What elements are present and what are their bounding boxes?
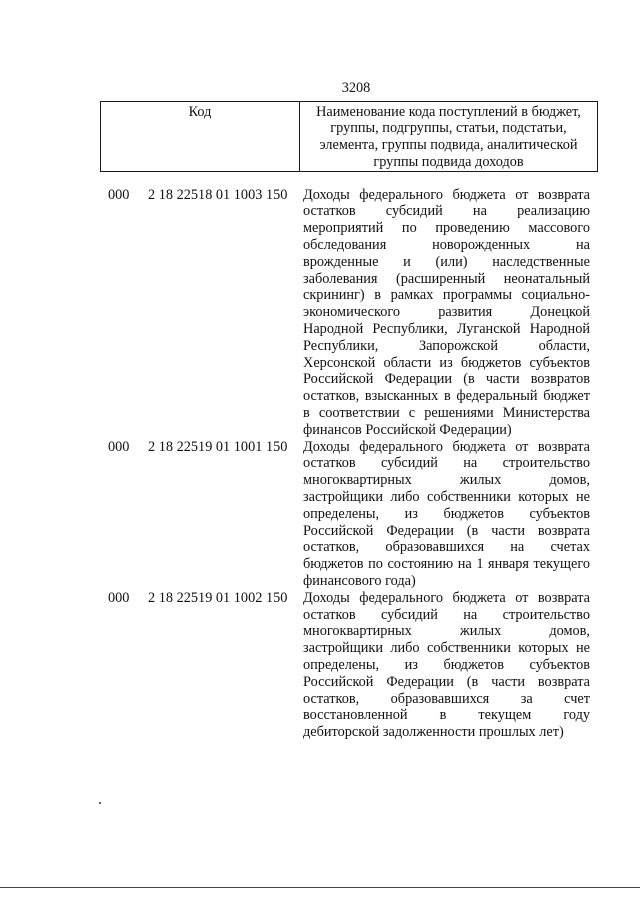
table-row — [0, 590, 640, 741]
header-name-cell — [300, 102, 597, 171]
income-name-line: врожденные и (или) наследственные — [303, 253, 590, 270]
income-name — [303, 187, 590, 439]
income-name-line: остатков, образовавшихся на счетах — [303, 539, 590, 556]
income-name-line: остатков субсидий на строительство — [303, 455, 590, 472]
income-name — [303, 439, 590, 590]
income-name-line: многоквартирных жилых домов, — [303, 472, 590, 489]
income-name-line: Доходы федерального бюджета от возврата — [303, 589, 590, 606]
income-name-line: Российской Федерации (в части возврата — [303, 673, 590, 690]
income-name-line: экономического развития Донецкой — [303, 304, 590, 321]
income-name-line: многоквартирных жилых домов, — [303, 623, 590, 640]
stray-dot — [99, 802, 101, 804]
income-name-line: в соответствии с решениями Министерства — [303, 404, 590, 421]
table-row — [0, 439, 640, 590]
income-name-line: восстановленной в текущем году — [303, 707, 590, 724]
table-body — [0, 187, 640, 741]
income-name-line: обследования новорожденных на — [303, 236, 590, 253]
admin-code: 000 — [108, 438, 130, 455]
income-name-line: остатков, образовавшихся за счет — [303, 690, 590, 707]
income-name-line: определены, из бюджетов субъектов — [303, 505, 590, 522]
income-code: 2 18 22519 01 1002 150 — [148, 589, 288, 606]
income-name-line: Доходы федерального бюджета от возврата — [303, 438, 590, 455]
income-name-line: застройщики либо собственники которых не — [303, 488, 590, 505]
income-name-line: финансового года) — [303, 572, 416, 589]
table-row — [0, 187, 640, 439]
income-name-line: финансов Российской Федерации) — [303, 421, 512, 438]
admin-code: 000 — [108, 589, 130, 606]
page-number: 3208 — [341, 80, 371, 96]
income-name-line: Республики, Запорожской области, — [303, 337, 590, 354]
header-name-line: Наименование кода поступлений в бюджет, — [316, 103, 581, 120]
admin-code: 000 — [108, 186, 130, 203]
header-name-line: группы, подгруппы, статьи, подстатьи, — [330, 120, 567, 137]
scan-edge-line — [0, 887, 640, 888]
income-name-line: бюджетов по состоянию на 1 января текущего — [303, 556, 590, 573]
income-name-line: остатков субсидий на реализацию — [303, 203, 590, 220]
income-code: 2 18 22519 01 1001 150 — [148, 438, 288, 455]
income-name-line: Российской Федерации (в части возврата — [303, 522, 590, 539]
income-name-line: остатков субсидий на строительство — [303, 606, 590, 623]
income-name-line: остатков, взысканных в федеральный бюджет — [303, 388, 590, 405]
income-name-line: мероприятий по проведению массового — [303, 220, 590, 237]
income-name-line: Доходы федерального бюджета от возврата — [303, 186, 590, 203]
header-name-line: группы подвида доходов — [373, 153, 524, 170]
header-code-cell: Код — [101, 102, 300, 171]
income-name-line: Российской Федерации (в части возвратов — [303, 371, 590, 388]
income-name-line: скрининг) в рамках программы социально- — [303, 287, 590, 304]
income-code: 2 18 22518 01 1003 150 — [148, 186, 288, 203]
income-name-line: Херсонской области из бюджетов субъектов — [303, 354, 590, 371]
table-header — [100, 101, 598, 172]
income-name-line: дебиторской задолженности прошлых лет) — [303, 724, 564, 741]
income-name-line: определены, из бюджетов субъектов — [303, 656, 590, 673]
income-name-line: заболевания (расширенный неонатальный — [303, 270, 590, 287]
income-name — [303, 590, 590, 741]
income-name-line: застройщики либо собственники которых не — [303, 640, 590, 657]
header-name-line: элемента, группы подвида, аналитической — [319, 137, 578, 154]
income-name-line: Народной Республики, Луганской Народной — [303, 320, 590, 337]
